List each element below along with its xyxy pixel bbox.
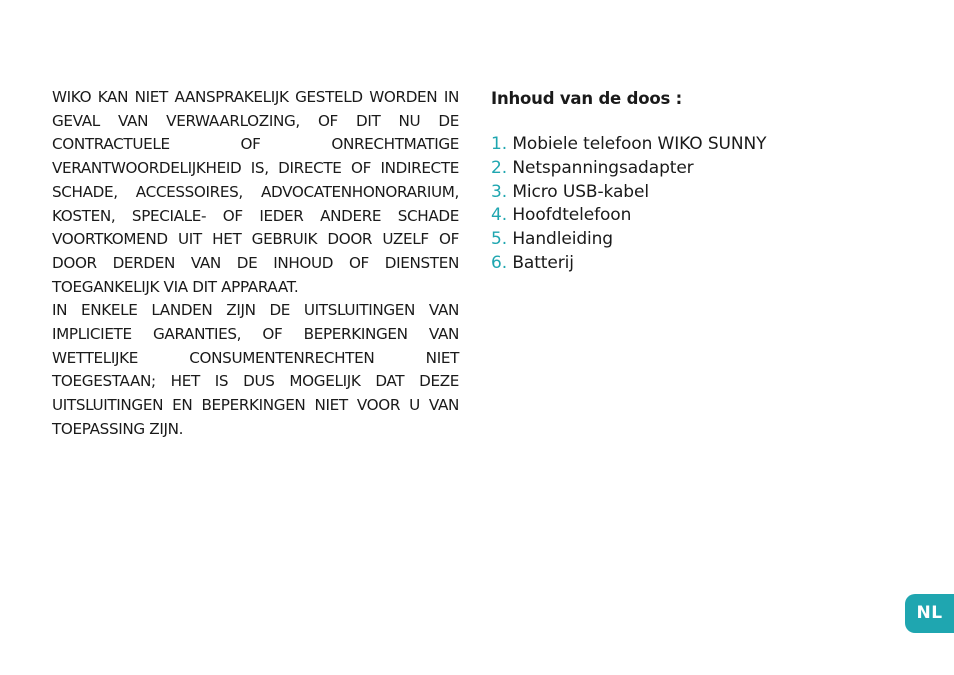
list-item-label: Hoofdtelefoon: [512, 205, 632, 226]
language-tab-nl: NL: [905, 594, 954, 633]
list-item-label: Mobiele telefoon WIKO SUNNY: [512, 134, 767, 154]
disclaimer-section: [52, 86, 459, 442]
list-item: [491, 181, 891, 205]
list-item-number: 5.: [491, 229, 508, 250]
list-item-number: 6.: [491, 252, 508, 273]
list-item-number: 4.: [491, 205, 508, 226]
list-item: [491, 133, 891, 157]
list-item-label: Micro USB-kabel: [512, 181, 649, 202]
list-item-label: Handleiding: [512, 229, 613, 250]
list-item-label: Batterij: [512, 252, 574, 273]
box-contents-section: [491, 86, 891, 276]
box-contents-list: [491, 133, 891, 276]
list-item-number: 3.: [491, 181, 508, 202]
box-contents-heading: Inhoud van de doos :: [491, 89, 683, 108]
list-item: [491, 157, 891, 181]
list-item: [491, 252, 891, 276]
list-item-number: 1.: [491, 134, 508, 154]
list-item: [491, 204, 891, 228]
disclaimer-paragraph-liability: WIKO KAN NIET AANSPRAKELIJK GESTELD WORDEN IN GEVAL VAN VERWAARLOZING, OF DIT NU DE CONTRACTUELE OF ONRECHTMATIGE VERANTWOORDELIJKHEID IS, DIRECTE OF INDIRECTE SCHADE, ACCESSOIRES, ADVOCATENHONORARIUM, KOSTEN, SPECIALE- OF IEDER ANDERE SCHADE VOORTKOMEND UIT HET GEBRUIK DOOR UZELF OF DOOR DERDEN VAN DE INHOUD OF DIENSTEN TOEGANKELIJK VIA DIT APPARAAT.: [52, 88, 459, 296]
disclaimer-paragraph-exclusions: IN ENKELE LANDEN ZIJN DE UITSLUITINGEN VAN IMPLICIETE GARANTIES, OF BEPERKINGEN VAN WETTELIJKE CONSUMENTENRECHTEN NIET TOEGESTAAN; HET IS DUS MOGELIJK DAT DEZE UITSLUITINGEN EN BEPERKINGEN NIET VOOR U VAN TOEPASSING ZIJN.: [52, 301, 459, 438]
list-item-label: Netspanningsadapter: [512, 157, 694, 178]
list-item: [491, 228, 891, 252]
list-item-number: 2.: [491, 157, 508, 178]
